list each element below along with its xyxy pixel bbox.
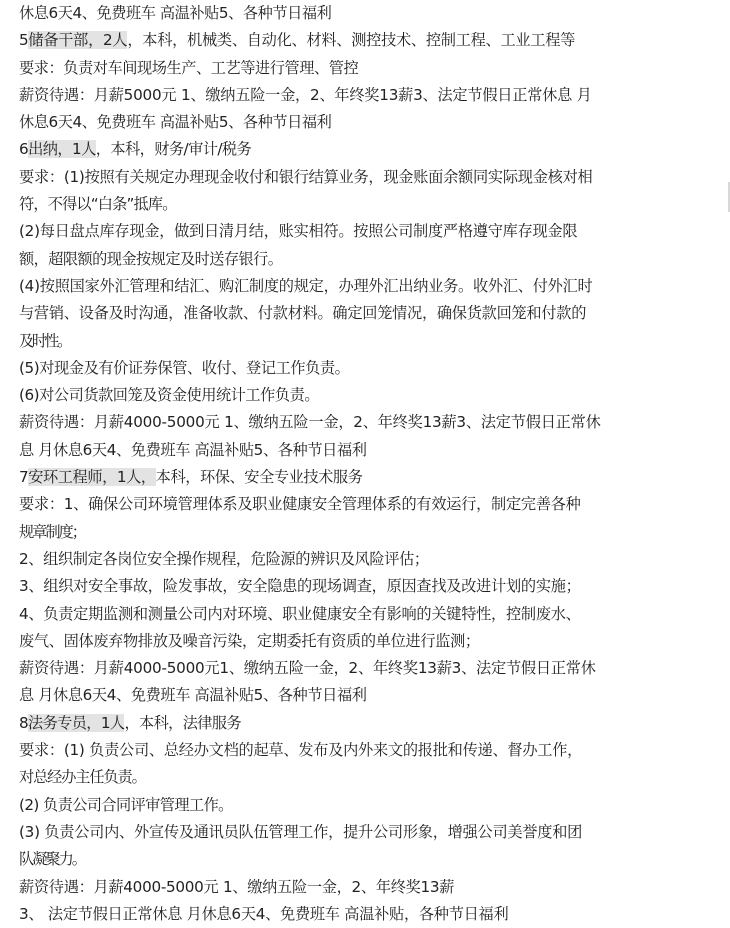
line-text: 5 bbox=[19, 31, 29, 50]
text-line bbox=[19, 409, 730, 436]
line-text: (3) 负责公司内、外宣传及通讯员队伍管理工作，提升公司形象，增强公司美誉度和团 bbox=[19, 822, 583, 841]
text-line bbox=[19, 246, 730, 273]
text-line bbox=[19, 819, 730, 846]
text-line bbox=[19, 355, 730, 382]
text-line bbox=[19, 901, 730, 928]
line-text: 要求：负责对车间现场生产、工艺等进行管理、管控 bbox=[19, 58, 359, 77]
text-line bbox=[19, 82, 730, 109]
text-line bbox=[19, 628, 730, 655]
text-line bbox=[19, 464, 730, 491]
text-line bbox=[19, 764, 730, 791]
line-text: 要求：(1) 负责公司、总经办文档的起草、发布及内外来文的报批和传递、督办工作， bbox=[19, 741, 583, 760]
text-line bbox=[19, 136, 730, 163]
line-text: ，本科，财务/审计/税务 bbox=[95, 140, 252, 159]
text-line bbox=[19, 218, 730, 245]
text-line bbox=[19, 491, 730, 518]
line-text: 对总经办主任负责。 bbox=[19, 768, 146, 787]
line-text: ，本科，机械类、自动化、材料、测控技术、控制工程、工业工程等 bbox=[127, 31, 576, 50]
text-line bbox=[19, 655, 730, 682]
text-line bbox=[19, 519, 730, 546]
line-text: 与营销、设备及时沟通，准备收款、付款材料。确定回笼情况，确保货款回笼和付款的 bbox=[19, 304, 587, 323]
text-line bbox=[19, 191, 730, 218]
line-text: ，本科，法律服务 bbox=[124, 713, 241, 732]
line-text: 6 bbox=[19, 140, 29, 159]
line-text: 薪资待遇：月薪4000-5000元 1、缴纳五险一金，2、年终奖13薪3、法定节假日正常休 bbox=[19, 413, 601, 432]
line-text: 3、组织对安全事故，险发事故，安全隐患的现场调查，原因查找及改进计划的实施； bbox=[19, 577, 581, 596]
line-text: 薪资待遇：月薪4000-5000元1、缴纳五险一金，2、年终奖13薪3、法定节假日正常休 bbox=[19, 659, 596, 678]
line-text: 薪资待遇：月薪5000元 1、缴纳五险一金，2、年终奖13薪3、法定节假日正常休息 月 bbox=[19, 85, 592, 104]
highlighted-position-title: 储备干部，2人 bbox=[28, 31, 128, 50]
text-line bbox=[19, 55, 730, 82]
line-text: 休息6天4、免费班车 高温补贴5、各种节日福利 bbox=[19, 113, 332, 132]
line-text: (2) 负责公司合同评审管理工作。 bbox=[19, 795, 233, 814]
text-line bbox=[19, 792, 730, 819]
highlighted-position-title: 安环工程师，1人， bbox=[28, 468, 156, 487]
line-text: 3、 法定节假日正常休息 月休息6天4、免费班车 高温补贴，各种节日福利 bbox=[19, 904, 509, 923]
line-text: 息 月休息6天4、免费班车 高温补贴5、各种节日福利 bbox=[19, 686, 367, 705]
text-line bbox=[19, 573, 730, 600]
line-text: 额，超限额的现金按规定及时送存银行。 bbox=[19, 249, 283, 268]
text-line bbox=[19, 710, 730, 737]
line-text: 本科，环保、安全专业技术服务 bbox=[155, 468, 363, 487]
text-line bbox=[19, 437, 730, 464]
text-line bbox=[19, 0, 730, 27]
line-text: 队凝聚力。 bbox=[19, 850, 85, 869]
text-line bbox=[19, 164, 730, 191]
line-text: (4)按照国家外汇管理和结汇、购汇制度的规定，办理外汇出纳业务。收外汇、付外汇时 bbox=[19, 276, 593, 295]
line-text: 薪资待遇：月薪4000-5000元 1、缴纳五险一金，2、年终奖13薪 bbox=[19, 877, 455, 896]
text-line bbox=[19, 601, 730, 628]
line-text: 4、负责定期监测和测量公司内对环境、职业健康安全有影响的关键特性，控制废水、 bbox=[19, 604, 581, 623]
line-text: 要求：1、确保公司环境管理体系及职业健康安全管理体系的有效运行，制定完善各种 bbox=[19, 495, 581, 514]
text-line bbox=[19, 382, 730, 409]
text-line bbox=[19, 328, 730, 355]
line-text: 及时性。 bbox=[19, 331, 70, 350]
line-text: (6)对公司货款回笼及资金使用统计工作负责。 bbox=[19, 386, 320, 405]
line-text: 要求：(1)按照有关规定办理现金收付和银行结算业务，现金账面余额同实际现金核对相 bbox=[19, 167, 593, 186]
text-line bbox=[19, 682, 730, 709]
text-line bbox=[19, 27, 730, 54]
line-text: 8 bbox=[19, 713, 29, 732]
text-line bbox=[19, 109, 730, 136]
text-line bbox=[19, 300, 730, 327]
text-line bbox=[19, 737, 730, 764]
line-text: 废气、固体废弃物排放及噪音污染，定期委托有资质的单位进行监测； bbox=[19, 631, 480, 650]
line-text: (5)对现金及有价证券保管、收付、登记工作负责。 bbox=[19, 358, 350, 377]
highlighted-position-title: 出纳，1人 bbox=[28, 140, 96, 159]
text-line bbox=[19, 846, 730, 873]
text-line bbox=[19, 546, 730, 573]
text-line bbox=[19, 874, 730, 901]
line-text: 休息6天4、免费班车 高温补贴5、各种节日福利 bbox=[19, 4, 332, 22]
line-text: 2、组织制定各岗位安全操作规程，危险源的辨识及风险评估； bbox=[19, 549, 429, 568]
line-text: 符，不得以“白条”抵库。 bbox=[19, 195, 177, 214]
line-text: (2)每日盘点库存现金，做到日清月结，账实相符。按照公司制度严格遵守库存现金限 bbox=[19, 222, 578, 241]
text-line bbox=[19, 273, 730, 300]
line-text: 7 bbox=[19, 468, 29, 487]
highlighted-position-title: 法务专员，1人 bbox=[28, 713, 125, 732]
line-text: 规章制度； bbox=[19, 522, 85, 541]
line-text: 息 月休息6天4、免费班车 高温补贴5、各种节日福利 bbox=[19, 440, 367, 459]
